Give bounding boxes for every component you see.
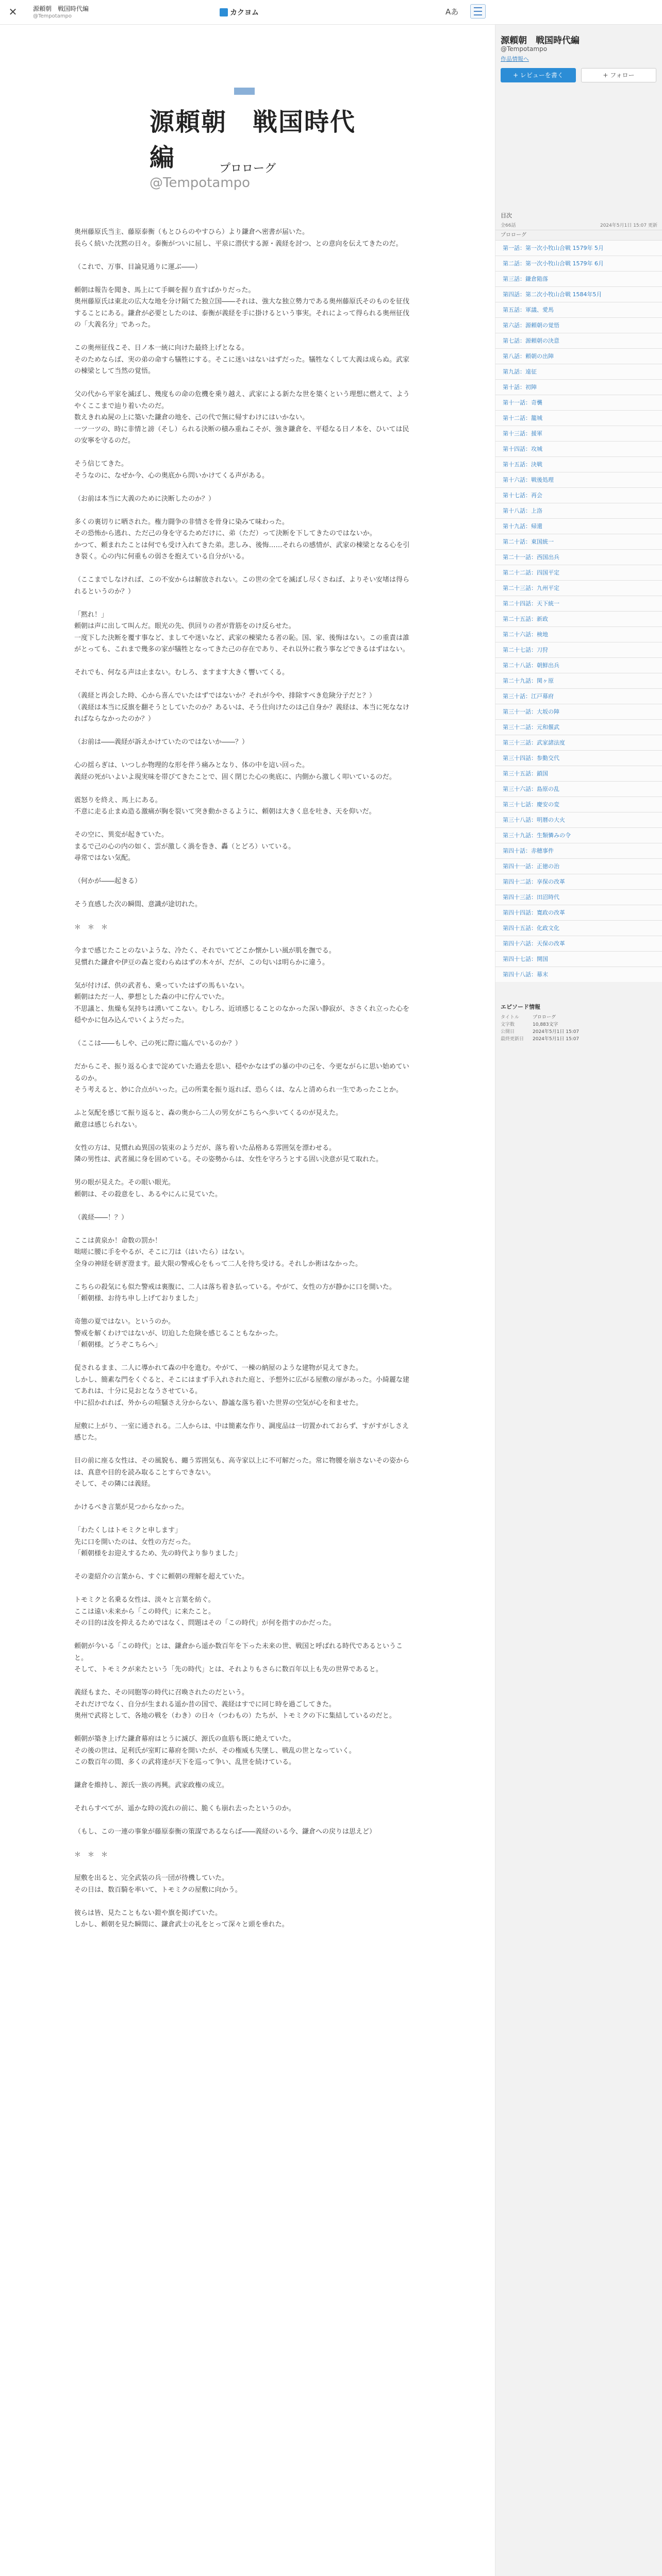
menu-icon-line bbox=[474, 11, 482, 12]
toc-item[interactable]: 第二十五話：新政 bbox=[495, 611, 662, 626]
toc-meta bbox=[495, 222, 662, 230]
info-key: 公開日 bbox=[501, 1029, 515, 1035]
toc-updated: 2024年5月1日 15:07 更新 bbox=[600, 223, 657, 228]
toc-item[interactable]: 第四十四話：寛政の改革 bbox=[495, 905, 662, 920]
body-paragraph: しかし、頼朝を見た瞬間に、鎌倉武士の礼をとって深々と頭を垂れた。 bbox=[74, 1921, 289, 1928]
toc-item[interactable]: 第八話：頼朝の出陣 bbox=[495, 348, 662, 364]
body-paragraph: だからこそ、振り返る心まで淀めていた過去を思い、穏やかなはずの暴の中の己を、今更ながらに思い始めているのか。 bbox=[74, 1063, 409, 1082]
info-key: 文字数 bbox=[501, 1022, 515, 1027]
body-paragraph bbox=[74, 1200, 415, 1212]
toc-item[interactable]: 第三十六話：島原の乱 bbox=[495, 781, 662, 796]
body-paragraph: 先に口を開いたのは、女性の方だった。 bbox=[74, 1538, 195, 1546]
top-header bbox=[0, 0, 662, 25]
body-paragraph: ＊ ＊ ＊ bbox=[74, 1851, 108, 1859]
body-paragraph bbox=[74, 598, 415, 609]
body-paragraph: そう考えると、妙に合点がいった。己の所業を振り返れば、恐らくは、なんと清められ一生であったことか。 bbox=[74, 1086, 403, 1094]
body-paragraph: （義経と再会した時、心から喜んでいたはずではないか？それが今や、排除すべき危険分子だと？） bbox=[74, 692, 376, 700]
body-paragraph: その妻紹介の言葉から、すぐに頼朝の理解を超えていた。 bbox=[74, 1573, 249, 1581]
body-paragraph: その日は、数百騎を率いて、トモミクの屋敷に向かう。 bbox=[74, 1886, 242, 1894]
body-paragraph: 「わたくしはトモミクと申します」 bbox=[74, 1527, 182, 1534]
body-paragraph: 屋敷を出ると、完全武装の兵一団が待機していた。 bbox=[74, 1874, 229, 1882]
body-paragraph: こちらの殺気にも似た警戒は裏腹に、二人は落ち着き払っている。やがて、女性の方が静かに口を開いた。 bbox=[74, 1283, 396, 1291]
toc-item[interactable]: 第十九話：帰還 bbox=[495, 518, 662, 534]
body-paragraph: 義経の死がいよいよ現実味を帯びてきたことで、固く閉じた心の奥底に、内側から激しく叩いているのだ。 bbox=[74, 773, 396, 781]
body-paragraph: 義経もまた、その同胞等の時代に召喚されたのだという。 bbox=[74, 1689, 249, 1697]
toc-current-episode[interactable]: プロローグ bbox=[495, 230, 662, 240]
body-paragraph: 彼らは皆、見たこともない鎧や旗を掲げていた。 bbox=[74, 1909, 222, 1917]
toc-item[interactable]: 第四十二話：享保の改革 bbox=[495, 874, 662, 889]
body-paragraph: しかし、簡素な門をくぐると、そこにはまず手入れされた庭と、予想外に広がる屋敷の扉があった。小綺麗な建てあれは、十分に見おとなうさせている。 bbox=[74, 1376, 409, 1395]
body-paragraph: 頼朝は声に出して叫んだ。眼光の先、供回りの者が背筋をのけ反らせた。 bbox=[74, 622, 295, 630]
toc-item[interactable]: 第三十話：江戸幕府 bbox=[495, 688, 662, 704]
toc-item[interactable]: 第四十話：赤穂事件 bbox=[495, 843, 662, 858]
body-paragraph bbox=[74, 1896, 415, 1908]
body-paragraph: そう直感した次の瞬間、意識が途切れた。 bbox=[74, 901, 202, 908]
body-paragraph bbox=[74, 1305, 415, 1317]
header-work-author[interactable]: @Tempotampo bbox=[33, 13, 72, 19]
sidebar bbox=[495, 25, 662, 2576]
body-paragraph: 不意に走る止まぬ造る激痛が胸を裂いて突き動かさるように、頼朝は大きく息を吐き、天を仰いだ。 bbox=[74, 808, 376, 816]
episode-info-rows bbox=[501, 1014, 657, 1043]
toc-item[interactable]: 第十六話：戦後処理 bbox=[495, 472, 662, 487]
body-paragraph bbox=[74, 1861, 415, 1873]
body-paragraph: 「黙れ！」 bbox=[74, 611, 108, 619]
body-paragraph bbox=[74, 331, 415, 343]
toc-item[interactable]: 第十五話：決戦 bbox=[495, 456, 662, 472]
body-paragraph: 警戒を解くわけではないが、切迫した危険を感じることもなかった。 bbox=[74, 1329, 283, 1337]
brand-logo[interactable] bbox=[220, 7, 259, 18]
info-value: プロローグ bbox=[533, 1015, 556, 1020]
body-paragraph: （これで、万事、目論見通りに運ぶ――） bbox=[74, 263, 202, 271]
body-paragraph: ＊ ＊ ＊ bbox=[74, 924, 108, 931]
body-paragraph: 「頼朝様、お待ち申し上げておりました」 bbox=[74, 1295, 202, 1302]
body-paragraph bbox=[74, 1722, 415, 1734]
body-paragraph bbox=[74, 250, 415, 262]
body-paragraph: 奥州で武将として、各地の戦を（わき）の日々（つわもの）たちが、トモミクの下に集結しているのだと。 bbox=[74, 1712, 396, 1720]
body-paragraph bbox=[74, 725, 415, 737]
info-key: 最終更新日 bbox=[501, 1037, 524, 1042]
sidebar-author[interactable]: @Tempotampo bbox=[501, 45, 548, 53]
toc-item[interactable]: 第二十話：東国統一 bbox=[495, 534, 662, 549]
toc-item[interactable]: 第二十二話：四国平定 bbox=[495, 565, 662, 580]
reading-area bbox=[0, 25, 495, 2576]
body-paragraph: 一ツ一ツの、時に非情と謗（そし）られる決断の積み重ねこそが、強き鎌倉を、平穏なる日ノ本を、ひいては民の安寧を守るのだ。 bbox=[74, 425, 409, 445]
info-value: 2024年5月1日 15:07 bbox=[533, 1029, 580, 1035]
body-paragraph: （義経――！？） bbox=[74, 1213, 128, 1222]
body-paragraph: 頼朝が築き上げた鎌倉幕府はとうに滅び、源氏の血筋も既に絶えていた。 bbox=[74, 1735, 295, 1743]
toc-item[interactable]: 第九話：遠征 bbox=[495, 364, 662, 379]
body-paragraph: 頼朝は、その殺意をし、あるやにんに見ていた。 bbox=[74, 1190, 222, 1198]
body-paragraph: 多くの裏切りに晒された。権力闘争の非情さを骨身に染みて味わった。 bbox=[74, 518, 289, 526]
body-paragraph: ふと気配を感じて振り返ると、森の奥から二人の男女がこちらへ歩いてくるのが見えた。 bbox=[74, 1109, 343, 1117]
body-paragraph: その恐怖から逃れ、ただ己の身を守るためだけに、弟（ただ）って決断を下してきたのではないか。 bbox=[74, 530, 376, 537]
brand-name: カクヨム bbox=[230, 9, 259, 17]
body-paragraph bbox=[74, 378, 415, 389]
toc-item[interactable]: 第三十五話：鎖国 bbox=[495, 766, 662, 781]
body-paragraph: 一度下した決断を覆す事など、ましてや迷いなど、武家の棟梁たる者の恥。国、家、後悔はない。この重責は誰がとっても、これまで幾多の家が犠牲となってきた己の存在であり、それ以外に救う事などできるはずはない。 bbox=[74, 634, 410, 653]
body-paragraph bbox=[74, 1224, 415, 1235]
episode-info bbox=[495, 998, 662, 1047]
body-paragraph: そして、トモミクが来たという「先の時代」とは、それよりもさらに数百年以上も先の世界であると。 bbox=[74, 1666, 383, 1673]
toc-item[interactable]: 第二話：第一次小牧山合戦 1579年 6月 bbox=[495, 256, 662, 271]
body-paragraph bbox=[74, 679, 415, 691]
body-paragraph: その後の世は、足利氏が室町に幕府を開いたが、その権威も失墜し、戦乱の世となっていく。 bbox=[74, 1747, 356, 1755]
toc-item[interactable]: 第三十七話：慶安の変 bbox=[495, 796, 662, 812]
follow-button[interactable]: + フォロー bbox=[581, 68, 656, 82]
body-paragraph bbox=[74, 865, 415, 876]
toc-item[interactable]: 第十八話：上洛 bbox=[495, 503, 662, 518]
body-paragraph bbox=[74, 969, 415, 980]
body-paragraph: 促されるまま、二人に導かれて森の中を進む。やがて、一棟の納屋のような建物が見えてきた。 bbox=[74, 1364, 362, 1372]
work-info-link[interactable]: 作品情報へ bbox=[501, 56, 529, 62]
sidebar-work-title[interactable]: 源頼朝 戦国時代編 bbox=[501, 36, 580, 46]
body-paragraph bbox=[74, 783, 415, 795]
body-paragraph: 咄嗟に腰に手をやるが、そこに刀は（はいたら）はない。 bbox=[74, 1248, 249, 1256]
body-paragraph: 今まで感じたことのないような、冷たく、それでいてどこか懐かしい風が肌を撫でる。 bbox=[74, 947, 336, 955]
write-review-button[interactable]: + レビューを書く bbox=[501, 68, 576, 82]
toc-item[interactable]: 第十一話：奇襲 bbox=[495, 395, 662, 410]
body-paragraph bbox=[74, 818, 415, 830]
episode-info-row bbox=[501, 1028, 657, 1036]
body-paragraph bbox=[74, 1769, 415, 1781]
body-paragraph: この奥州征伐こそ、日ノ本一統に向けた最終上げとなる。 bbox=[74, 344, 249, 352]
body-paragraph bbox=[74, 1096, 415, 1108]
toc-heading: 目次 bbox=[501, 212, 512, 219]
work-heading bbox=[150, 102, 356, 191]
body-paragraph: そうなのに、なぜか今、心の奥底から問いかけてくる声がある。 bbox=[74, 471, 269, 480]
body-paragraph: まるで己の心の内の如く、雲が激しく渦を巻き、轟（とどろ）いている。 bbox=[74, 842, 295, 851]
toc-item[interactable]: 第十三話：援軍 bbox=[495, 426, 662, 441]
body-paragraph: かけるべき言葉が見つからなかった。 bbox=[74, 1503, 189, 1511]
toc-item[interactable]: 第五話：軍議、愛馬 bbox=[495, 302, 662, 317]
body-paragraph: 女性の方は、見慣れぬ異国の装束のようだが、落ち着いた品格ある雰囲気を漂わせる。 bbox=[74, 1144, 336, 1152]
body-paragraph bbox=[74, 505, 415, 517]
body-paragraph: 中に招かれれば、外からの喧騒さえ分からない、静謐な落ち着いた世界の空気が心を和ませた。 bbox=[74, 1399, 363, 1407]
body-paragraph bbox=[74, 1050, 415, 1062]
episode-title: プロローグ bbox=[219, 162, 276, 175]
body-paragraph bbox=[74, 273, 415, 285]
body-paragraph: それらすべてが、遥かな時の流れの前に、脆くも崩れ去ったというのか。 bbox=[74, 1805, 295, 1812]
body-paragraph bbox=[74, 447, 415, 459]
body-paragraph bbox=[74, 1027, 415, 1039]
display-settings-icon[interactable]: Aあ bbox=[445, 7, 459, 16]
body-paragraph: 屋敷に上がり、一室に通される。二人からは、中は簡素な作り、調度品は一切置かれておらず、すがすがしさえ感じた。 bbox=[74, 1422, 409, 1442]
body-paragraph: そう信じてきた。 bbox=[74, 460, 128, 468]
body-paragraph: （何かが――起きる） bbox=[74, 877, 142, 885]
body-paragraph: （もし、この一連の事象が藤原泰衡の策謀であるならば――義経のいる今、鎌倉への戻りは思えど） bbox=[74, 1828, 376, 1836]
body-paragraph bbox=[74, 911, 415, 923]
body-paragraph bbox=[74, 1444, 415, 1456]
menu-icon-line bbox=[474, 14, 482, 15]
body-paragraph bbox=[74, 482, 415, 494]
body-paragraph bbox=[74, 1166, 415, 1178]
body-paragraph bbox=[74, 1270, 415, 1282]
body-paragraph: 尋常ではない気配。 bbox=[74, 854, 135, 862]
toc-item[interactable]: 第十四話：攻城 bbox=[495, 441, 662, 456]
body-paragraph bbox=[74, 1583, 415, 1595]
table-of-contents bbox=[495, 211, 662, 982]
toc-item[interactable]: 第三十一話：大坂の陣 bbox=[495, 704, 662, 719]
body-paragraph: それでも、何なる声は止まない。むしろ、ますます大きく響いてくる。 bbox=[74, 669, 289, 676]
toc-item[interactable]: 第三十九話：生類憐みの令 bbox=[495, 827, 662, 843]
body-paragraph: 父の代から平家を滅ぼし、幾度もの命の危機を乗り越え、武家による新たな世を築くという理想に燃えて、ようやくここまで辿り着いたのだ。 bbox=[74, 391, 410, 410]
book-title: 源頼朝 戦国時代編 bbox=[150, 108, 356, 172]
body-paragraph bbox=[74, 1131, 415, 1143]
body-paragraph bbox=[74, 1630, 415, 1641]
toc-item[interactable]: 第一話：第一次小牧山合戦 1579年 5月 bbox=[495, 240, 662, 256]
toc-item[interactable]: 第三十三話：武家諸法度 bbox=[495, 735, 662, 750]
episode-body bbox=[74, 227, 415, 1931]
toc-item[interactable]: 第三十二話：元和偃武 bbox=[495, 719, 662, 735]
toc-list bbox=[495, 240, 662, 982]
toc-item[interactable]: 第二十七話：刀狩 bbox=[495, 642, 662, 657]
body-paragraph: 数えきれぬ屍の上に築いた鎌倉の地を、己の代で無に帰すわけにはいかない。 bbox=[74, 414, 309, 421]
toc-item[interactable]: 第十話：初陣 bbox=[495, 379, 662, 395]
episode-info-heading: エピソード情報 bbox=[501, 1004, 540, 1010]
body-paragraph bbox=[74, 1792, 415, 1804]
title-accent-bar bbox=[234, 88, 255, 95]
toc-item[interactable]: 第二十三話：九州平定 bbox=[495, 580, 662, 596]
toc-item[interactable]: 第十七話：再会 bbox=[495, 487, 662, 503]
episode-info-row bbox=[501, 1036, 657, 1043]
body-paragraph: 目の前に座る女性は、その風貌も、纏う雰囲気も、高寺家以上に不可解だった。常に物腰を崩さないその姿からは、真意や目的を読み取ることすらできない。 bbox=[74, 1457, 410, 1477]
body-paragraph bbox=[74, 1409, 415, 1421]
body-paragraph: 心の揺らぎは、いつしか物理的な形を伴う痛みとなり、体の中を這い回った。 bbox=[74, 761, 309, 769]
body-paragraph: （ここは――もしや、己の死に際に臨んでいるのか？） bbox=[74, 1040, 242, 1047]
body-paragraph: ここは遠い未来から「この時代」に来たこと。 bbox=[74, 1607, 216, 1616]
body-paragraph: 頼朝は報告を聞き、馬上にて手綱を握り直すばかりだった。 bbox=[74, 286, 255, 294]
body-paragraph: 隣の男性は、武者風に身を固めている。その姿勢からは、女性を守ろうとする固い決意が見て取れた。 bbox=[74, 1156, 383, 1163]
body-paragraph: 長らく続いた沈黙の日々。泰衡がついに屈し、平泉に潜伏する源・義経を討つ、との意向を伝えてきたのだ。 bbox=[74, 240, 403, 248]
body-paragraph: 気が付けば、供の武者も、乗っていたはずの馬もいない。 bbox=[74, 981, 249, 990]
body-paragraph: 震怒りを終え、馬上にある。 bbox=[74, 796, 162, 804]
body-paragraph: 頼朝はただ一人、夢想とした森の中に佇んでいた。 bbox=[74, 993, 229, 1001]
toc-item[interactable]: 第二十一話：西国出兵 bbox=[495, 549, 662, 565]
toc-item[interactable]: 第四十三話：田沼時代 bbox=[495, 889, 662, 905]
toc-item[interactable]: 第二十八話：朝鮮出兵 bbox=[495, 657, 662, 673]
body-paragraph: 奥州藤原氏は東北の広大な地を分け隔てた独立国――それは、強大な独立勢力である奥州藤原氏そのものを征伐することにある。鎌倉が必要としたのは、泰衡が義経を手に掛けるという事実。それによって得られる奥州征伐の「大義名分」であった。 bbox=[74, 298, 410, 329]
toc-item[interactable]: 第二十六話：検地 bbox=[495, 626, 662, 642]
body-paragraph: 「頼朝様をお迎えするため、先の時代より参りました」 bbox=[74, 1550, 242, 1557]
body-paragraph bbox=[74, 1351, 415, 1363]
body-paragraph: 不思議と、焦燥も気持ちは湧いてこない。むしろ、近頃感じることのなかった深い静寂が、ささくれ立った心を穏やかに包み込んでいくようだった。 bbox=[74, 1005, 410, 1024]
body-paragraph bbox=[74, 934, 415, 946]
body-paragraph: 奥州藤原氏当主、藤原泰衡（もとひらのやすひら）より鎌倉へ密書が届いた。 bbox=[74, 228, 309, 236]
body-paragraph: 奇態の夏ではない。というのか。 bbox=[74, 1318, 175, 1326]
body-paragraph: ここは黄泉か！命数の罰か！ bbox=[74, 1236, 162, 1245]
body-paragraph: 頼朝が今いる「この時代」とは、鎌倉から遥か数百年を下った未来の世、戦国と呼ばれる時代であるということ。 bbox=[74, 1642, 403, 1662]
toc-item[interactable]: 第四十一話：正徳の治 bbox=[495, 858, 662, 874]
toc-item[interactable]: 第三十四話：参勤交代 bbox=[495, 750, 662, 766]
body-paragraph bbox=[74, 563, 415, 575]
body-paragraph: （義経は本当に反旗を翻そうとしていたのか？あるいは、そう仕向けたのは己自身か？義経は、本当に死ななければならなかったのか？） bbox=[74, 703, 410, 723]
toc-count: 全66話 bbox=[501, 223, 516, 228]
toc-item[interactable]: 第四十七話：開国 bbox=[495, 951, 662, 967]
toc-item[interactable]: 第六話：源頼朝の覚悟 bbox=[495, 317, 662, 333]
toc-toggle-button[interactable] bbox=[470, 4, 486, 19]
kakuyomu-logo-icon bbox=[220, 8, 228, 16]
menu-icon-line bbox=[474, 7, 482, 8]
body-paragraph: （ここまでしなければ、この不安からは解放されない。この世の全てを滅ぼし尽くさねば、よりそい安堵は得られるというのか？） bbox=[74, 576, 410, 596]
header-work-title[interactable]: 源頼朝 戦国時代編 bbox=[33, 5, 89, 12]
body-paragraph bbox=[74, 1838, 415, 1850]
toc-item[interactable]: 第四十六話：天保の改革 bbox=[495, 936, 662, 951]
info-key: タイトル bbox=[501, 1015, 519, 1020]
body-paragraph: そして、その隣には義経。 bbox=[74, 1480, 155, 1488]
body-paragraph bbox=[74, 1815, 415, 1827]
body-paragraph: それだけでなく、自分が生まれる遥か昔の国で、義経はすでに同じ時を過ごしてきた。 bbox=[74, 1700, 336, 1708]
toc-item[interactable]: 第三話：鎌倉陥落 bbox=[495, 271, 662, 286]
body-paragraph: トモミクと名乗る女性は、淡々と言葉を紡ぐ。 bbox=[74, 1596, 215, 1604]
body-paragraph: 鎌倉を維持し、源氏一族の再興。武家政権の成立。 bbox=[74, 1782, 229, 1789]
toc-item[interactable]: 第十二話：籠城 bbox=[495, 410, 662, 426]
body-paragraph bbox=[74, 656, 415, 668]
body-paragraph bbox=[74, 888, 415, 900]
body-paragraph: かつて、頼まれたことは何でも受け入れてきた弟。悲しみ、後悔……それらの感情が、武家の棟梁となる心を引き裂く。心の内に何重もの弱さを抱えている自分がいる。 bbox=[74, 541, 410, 561]
body-paragraph: （お前は本当に大義のために決断したのか？） bbox=[74, 495, 216, 503]
body-paragraph: 敵意は感じられない。 bbox=[74, 1121, 142, 1129]
body-paragraph bbox=[74, 749, 415, 760]
body-paragraph bbox=[74, 1676, 415, 1688]
info-value: 10,883文字 bbox=[533, 1022, 558, 1027]
toc-item[interactable]: 第二十九話：関ヶ原 bbox=[495, 673, 662, 688]
body-paragraph: 男の眼が見えた。その眼い眼光。 bbox=[74, 1179, 175, 1187]
body-paragraph: 見慣れた鎌倉や伊豆の森と変わらぬはずの木々が、だが、この匂いは明らかに違う。 bbox=[74, 958, 329, 967]
body-paragraph bbox=[74, 1560, 415, 1572]
episode-info-row bbox=[501, 1014, 657, 1021]
info-value: 2024年5月1日 15:07 bbox=[533, 1037, 580, 1042]
toc-item[interactable]: 第二十四話：天下統一 bbox=[495, 596, 662, 611]
body-paragraph bbox=[74, 1490, 415, 1502]
toc-item[interactable]: 第四十八話：幕末 bbox=[495, 967, 662, 982]
body-paragraph: （お前は――義経が訴えかけていたのではないか――？） bbox=[74, 738, 249, 746]
toc-item[interactable]: 第四話：第二次小牧山合戦 1584年5月 bbox=[495, 286, 662, 302]
body-paragraph: そのためならば、実の弟の命すら犠牲にする。そこに迷いはないはずだった。犠牲なくして大義は成らぬ。武家の棟梁として当然の覚悟。 bbox=[74, 355, 410, 375]
body-paragraph: 「頼朝様。どうぞこちらへ」 bbox=[74, 1341, 162, 1349]
close-icon[interactable]: ✕ bbox=[8, 6, 18, 18]
toc-item[interactable]: 第七話：源頼朝の決意 bbox=[495, 333, 662, 348]
toc-item[interactable]: 第四十五話：化政文化 bbox=[495, 920, 662, 936]
body-paragraph: 全身の神経を研ぎ澄ます。最大限の警戒心をもって二人を待ち受ける。それしか術はなかった。 bbox=[74, 1260, 362, 1268]
book-author: @Tempotampo bbox=[150, 175, 251, 191]
body-paragraph: その目的は汝を抑えるためではなく、問題はその「この時代」が何を指すのかだった。 bbox=[74, 1619, 336, 1627]
body-paragraph: この数百年の間、多くの武将達が天下を巡って争い、乱世を続けている。 bbox=[74, 1758, 296, 1766]
episode-info-row bbox=[501, 1021, 657, 1028]
toc-item[interactable]: 第三十八話：明暦の大火 bbox=[495, 812, 662, 827]
body-paragraph: その空に、異変が起きていた。 bbox=[74, 831, 169, 839]
body-paragraph bbox=[74, 1514, 415, 1526]
